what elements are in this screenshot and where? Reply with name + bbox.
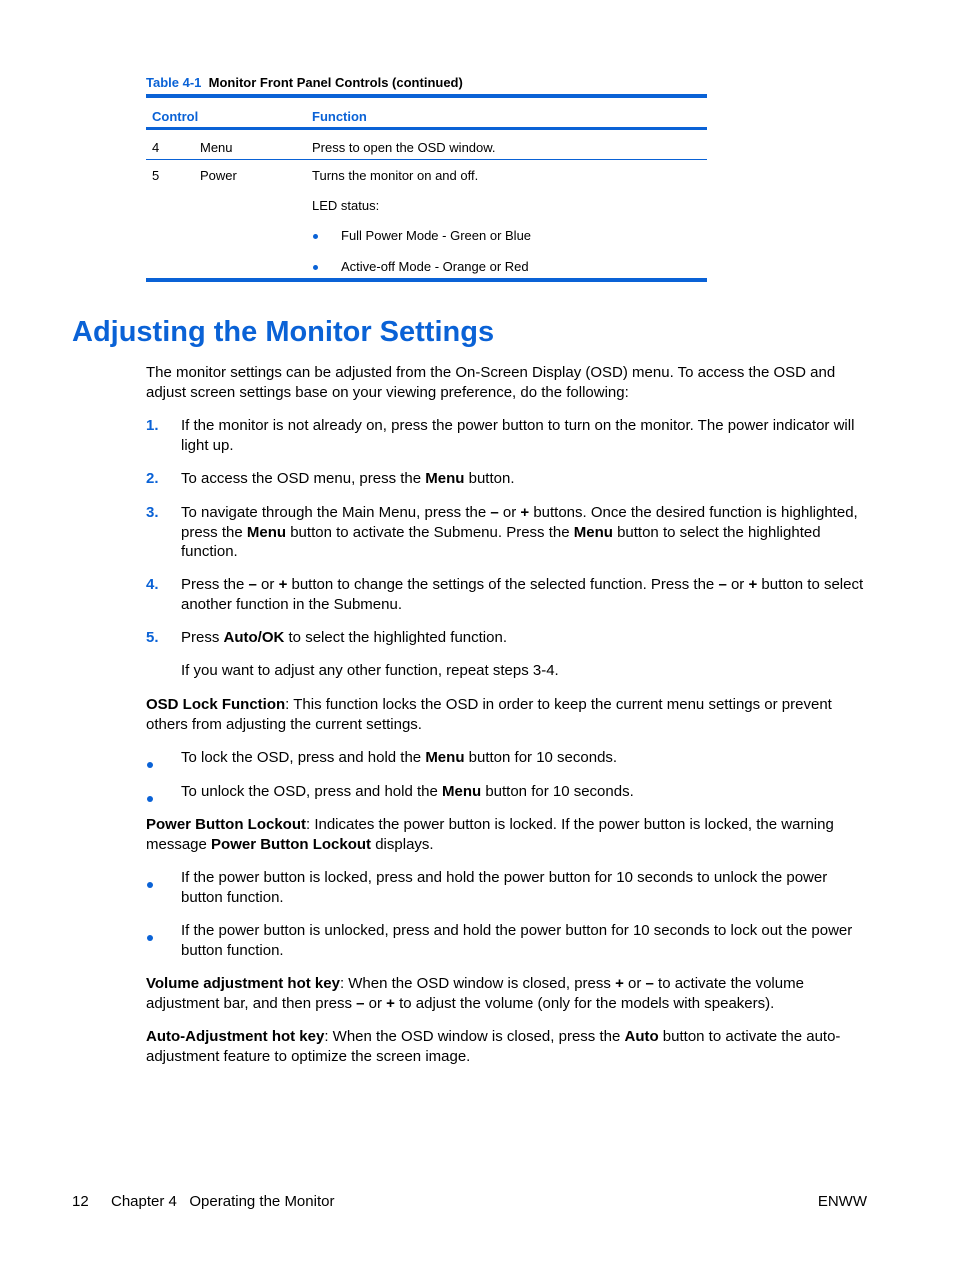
bullet-icon (147, 796, 153, 802)
row-control: Power (200, 168, 237, 183)
step-note: If you want to adjust any other function, repeat steps 3-4. (181, 662, 559, 679)
row-control: Menu (200, 140, 233, 155)
auto-adjust-paragraph: Auto-Adjustment hot key: When the OSD window is closed, press the Auto button to activate the auto-adjustment feature to optimize the screen image. (146, 1028, 841, 1065)
step-number: 2. (146, 470, 159, 487)
step-text: To navigate through the Main Menu, press the – or + buttons. Once the desired function is highlighted, press the Menu button to activate the Submenu. Press the Menu button to select the highlighted function. (181, 504, 858, 560)
step-number: 3. (146, 504, 159, 521)
led-status-label: LED status: (312, 198, 380, 213)
row-function: Turns the monitor on and off. (312, 168, 479, 183)
table-header (146, 98, 707, 127)
controls-table (146, 94, 707, 282)
footer-right: ENWW (817, 1193, 867, 1210)
step-text: Press the – or + button to change the settings of the selected function. Press the – or + button to select another function in the Submenu. (181, 576, 864, 613)
bullet-icon (147, 935, 153, 941)
led-bullet: Active-off Mode - Orange or Red (341, 259, 529, 274)
section-heading: Adjusting the Monitor Settings (72, 316, 495, 348)
led-bullet: Full Power Mode - Green or Blue (341, 228, 532, 243)
row-number: 5 (152, 168, 160, 183)
step-number: 4. (146, 576, 159, 593)
page-number: 12 (72, 1193, 89, 1210)
step-number: 1. (146, 417, 159, 434)
bullet-icon (147, 762, 153, 768)
step-number: 5. (146, 629, 159, 646)
volume-hotkey-paragraph: Volume adjustment hot key: When the OSD window is closed, press + or – to activate the volume adjustment bar, and then press – or + to adjust the volume (only for the models with speakers). (146, 975, 804, 1012)
table-row (146, 130, 707, 159)
list-item: To unlock the OSD, press and hold the Menu button for 10 seconds. (181, 783, 634, 800)
table-label: Table 4-1 (146, 75, 202, 90)
intro-paragraph: The monitor settings can be adjusted from the On-Screen Display (OSD) menu. To access the OSD and adjust screen settings base on your viewing preference, do the following: (146, 364, 836, 401)
bullet-icon (147, 882, 153, 888)
footer-chapter: Chapter 4 Operating the Monitor (111, 1193, 335, 1210)
row-function: Press to open the OSD window. (312, 140, 496, 155)
col-header-control: Control (152, 109, 199, 124)
list-item: If the power button is unlocked, press and hold the power button for 10 seconds to lock out the power button function. (181, 922, 853, 959)
row-number: 4 (152, 140, 160, 155)
bullet-icon (313, 234, 318, 239)
list-item: If the power button is locked, press and hold the power button for 10 seconds to unlock the power button function. (181, 869, 828, 906)
col-header-function: Function (312, 109, 367, 124)
power-lockout-paragraph: Power Button Lockout: Indicates the power button is locked. If the power button is locked, the warning message Power Button Lockout displays. (146, 816, 834, 853)
step-text: To access the OSD menu, press the Menu button. (181, 470, 515, 487)
step-text: Press Auto/OK to select the highlighted function. (181, 629, 507, 646)
table-row (146, 160, 707, 278)
step-text: If the monitor is not already on, press the power button to turn on the monitor. The power indicator will light up. (181, 417, 855, 454)
table-caption (146, 75, 463, 90)
table-bottom-rule (146, 278, 707, 282)
list-item: To lock the OSD, press and hold the Menu button for 10 seconds. (181, 749, 618, 766)
bullet-icon (313, 265, 318, 270)
osd-lock-paragraph: OSD Lock Function: This function locks the OSD in order to keep the current menu settings or prevent others from adjusting the current settings. (146, 696, 832, 733)
table-title: Monitor Front Panel Controls (continued) (208, 75, 463, 90)
